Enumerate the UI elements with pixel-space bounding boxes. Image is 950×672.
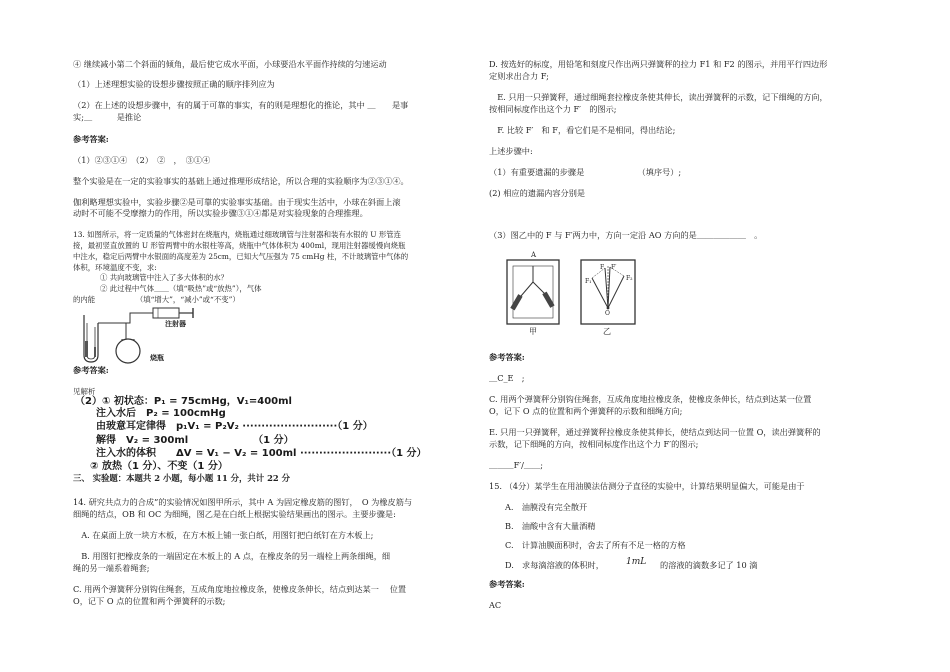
syringe-label: 注射器 [165,319,186,328]
q14-text: 14. 研究共点力的合成”的实验情况如图甲所示，其中 A 为固定橡皮筋的图钉， O 为橡皮筋与 [73,497,413,507]
see-explanation: 见解析 [73,387,96,396]
answer-line: （1）②③①④ （2） ② ， ③①④ [73,155,211,165]
q14-step-b-cont: 绳的另一端系着绳套; [73,563,150,573]
q14-step-d-cont: 定则求出合力 F; [489,71,549,81]
answer-line: E. 只用一只弹簧秤，通过弹簧秤拉橡皮条使其伸长，使结点到达同一位置 O，读出弹簧秤的 [489,427,821,437]
answer-label: 参考答案: [73,365,109,375]
q14-step-e-cont: 按相同标度作出这个力 F′ 的图示; [489,104,617,114]
solution-line: 注入水的体积 ΔV = V₁ − V₂ = 100ml ························（1 分） [96,448,427,459]
section-3-heading: 三、 实验题：本题共 2 小题，每小题 11 分，共计 22 分 [73,473,291,483]
q14-step-b: B. 用图钉把橡皮条的一端固定在木板上的 A 点，在橡皮条的另一端栓上两条细绳，细 [73,551,391,561]
explanation-line: 整个实验是在一定的实验事实的基础上通过推理形成结论，所以合理的实验顺序为②③①④。 [73,176,409,186]
q14-sub3: （3）图乙中的 F 与 F′两力中，方向一定沿 AO 方向的是＿＿＿＿＿＿ 。 [489,230,763,240]
q14-step-d: D. 按选好的标度，用铅笔和刻度尺作出两只弹簧秤的拉力 F1 和 F2 的图示，并用平行四边形 [489,59,828,69]
explanation-line: 伽利略理想实验中，实验步骤②是可靠的实验事实基础。由于现实生活中，小球在斜面上滚 [73,197,401,207]
answer-line: AC [489,600,502,610]
q15-option-d-unit: 1mL [626,557,647,567]
solution-line: ② 放热（1 分）、不变（1 分） [90,461,228,472]
fig-label-f1: F₁ [585,278,592,285]
fig-label-o: O [605,310,610,317]
solution-line: 注入水后 P₂ = 100cmHg [96,408,226,419]
q14-step-f: F. 比较 F′ 和 F，看它们是不是相同，得出结论; [489,125,676,135]
answer-label: 参考答案: [73,134,109,144]
q14-step-e: E. 只用一只弹簧秤，通过细绳套拉橡皮条使其伸长，读出弹簧秤的示数，记下细绳的方向， [489,92,828,102]
fig-label-f2: F₂ [626,275,633,282]
answer-label: 参考答案: [489,579,525,589]
q14-sub1: （1）有重要遗漏的步骤是 （填序号）; [489,167,682,177]
q14-step-a: A. 在桌面上放一块方木板，在方木板上铺一张白纸，用图钉把白纸钉在方木板上; [73,530,374,540]
fig-label-f: F [600,264,605,271]
solution-line: （2）① 初状态：P₁ = 75cmHg，V₁=400ml [75,396,292,407]
question-part-2: （2）在上述的设想步骤中，有的属于可靠的事实，有的则是理想化的推论，其中 ＿ 是事 [73,100,409,110]
q13-text: 体积，环境温度不变，求: [73,263,157,272]
question-part-1: （1）上述理想实验的设想步骤按照正确的顺序排列应为 [73,79,275,89]
fig-label-a: A [531,251,537,259]
answer-line: ＿＿＿F′/＿＿; [489,460,543,470]
solution-line: 解得 V₂ = 300ml （1 分） [96,435,294,446]
fig-caption-jia: 甲 [529,327,537,336]
explanation-line: 动时不可能不受摩擦力的作用，所以实验步骤③①④都是对实验现象的合理推理。 [73,208,368,218]
q15-option-c: C. 计算油膜面积时，舍去了所有不足一格的方格 [505,540,686,550]
solution-line: 由玻意耳定律得 p₁V₁ = P₂V₂ ·························（1 分） [96,421,373,432]
answer-label: 参考答案: [489,352,525,362]
question-part-2-cont: 实;＿ 是推论 [73,112,142,122]
q13-sub2: ② 此过程中气体＿＿（填“吸热”或“放热”），气体 [100,284,262,293]
q14-text: 细绳的结点，OB 和 OC 为细绳，图乙是在白纸上根据实验结果画出的图示。主要步骤是: [73,509,396,519]
q13-sub2-cont: 的内能 （填“增大”，“减小”或“不变”） [73,295,240,304]
answer-line: O，记下 O 点的位置和两个弹簧秤的示数和细绳方向; [489,406,683,416]
q13-text: 中注水，稳定后两臂中水银面的高度差为 25cm，已知大气压强为 75 cmHg 柱，不计玻璃管中气体的 [73,252,409,261]
flask-label: 烧瓶 [150,353,164,362]
q14-step-c: C. 用两个弹簧秤分别钩住绳套，互成角度地拉橡皮条，使橡皮条伸长，结点到达某一 位置 [73,584,407,594]
q13-text: 接，最初竖直放置的 U 形管两臂中的水银柱等高，烧瓶中气体体积为 400ml，现用注射器缓慢向烧瓶 [73,241,406,250]
fig-label-f-prime: F′ [611,264,617,271]
answer-line: ＿C_E ; [489,373,525,383]
step-4-text: ④ 继续减小第二个斜面的倾角，最后使它成水平面，小球要沿水平面作持续的匀速运动 [73,59,387,69]
answer-line: 示数，记下细绳的方向，按相同标度作出这个力 F′的图示; [489,439,699,449]
q15-option-d: D. 求每滴溶液的体积时， [505,560,604,570]
q13-text: 13. 如图所示，将一定质量的气体密封在烧瓶内，烧瓶通过细玻璃管与注射器和装有水银的 U 形管连 [73,230,402,239]
q14-step-c-cont: O，记下 O 点的位置和两个弹簧秤的示数; [73,596,226,606]
q13-sub1: ① 共向玻璃管中注入了多大体积的水？ [100,273,228,282]
q14-sub2: (2) 相应的遗漏内容分别是 [489,188,586,198]
flask-syringe-figure [78,305,218,367]
q15-text: 15. （4分）某学生在用油膜法估测分子直径的实验中，计算结果明显偏大，可能是由于 [489,481,805,491]
q14-prompt: 上述步骤中: [489,146,533,156]
q15-option-a: A. 油膜没有完全散开 [505,502,588,512]
answer-line: C. 用两个弹簧秤分别钩住绳套，互成角度地拉橡皮条，使橡皮条伸长，结点到达某一位置 [489,394,812,404]
fig-caption-yi: 乙 [603,327,611,336]
q15-option-d-cont: 的溶液的滴数多记了 10 滴 [660,560,758,570]
q15-option-b: B. 油酸中含有大量酒精 [505,521,596,531]
